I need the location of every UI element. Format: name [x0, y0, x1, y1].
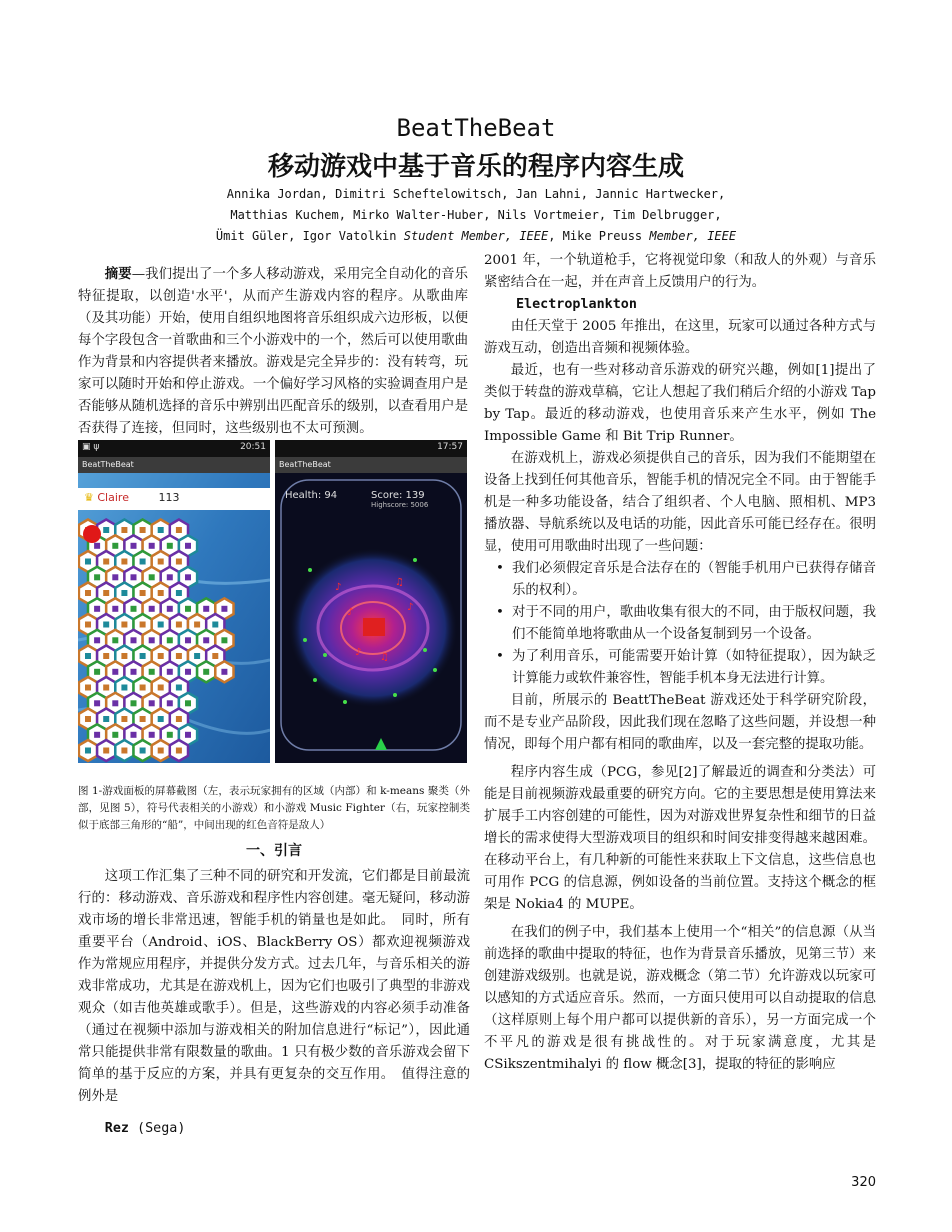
- minigame-symbol-icon: [203, 606, 209, 612]
- minigame-symbol-icon: [121, 653, 127, 659]
- health-display: Health: 94: [285, 490, 338, 501]
- minigame-symbol-icon: [167, 732, 173, 738]
- minigame-symbol-icon: [140, 527, 146, 533]
- minigame-symbol-icon: [221, 606, 227, 612]
- rez-name: Rez: [104, 1121, 129, 1136]
- svg-text:♪: ♪: [407, 602, 414, 613]
- status-time: 17:57: [437, 442, 463, 452]
- authors-names-a: Ümit Güler, Igor Vatolkin: [215, 229, 404, 243]
- rez-heading: [78, 1118, 470, 1140]
- author-affil-a: Student Member, IEEE: [403, 229, 549, 243]
- minigame-symbol-icon: [94, 669, 100, 675]
- svg-text:♪: ♪: [355, 647, 362, 658]
- minigame-symbol-icon: [149, 606, 155, 612]
- minigame-symbol-icon: [94, 700, 100, 706]
- minigame-symbol-icon: [131, 637, 137, 643]
- minigame-symbol-icon: [185, 543, 191, 549]
- svg-text:♪: ♪: [335, 582, 342, 593]
- minigame-symbol-icon: [85, 559, 91, 565]
- list-item: • 我们必须假定音乐是合法存在的（智能手机用户已获得存储音乐的权利）。: [512, 558, 876, 602]
- minigame-symbol-icon: [167, 574, 173, 580]
- minigame-symbol-icon: [85, 716, 91, 722]
- paragraph-our-example: 在我们的例子中，我们基本上使用一个“相关”的信息源（从当前选择的歌曲中提取的特征，也作为背景音乐播放，见第三节）来创建游戏级别。也就是说，游戏概念（第二节）允许游戏以玩家可以感知的方式适应音乐。然而，一方面只使用可以自动提取的信息（这样原则上每个用户都可以提供新的音乐），另一方面完成一个不平凡的游戏是很有挑战性的。对于玩家满意度，尤其是 CSikszentmihalyi 的 flow 概念[3]，提取的特征的影响应: [484, 925, 876, 1072]
- status-bar: [78, 440, 270, 457]
- minigame-symbol-icon: [140, 590, 146, 596]
- minigame-symbol-icon: [140, 559, 146, 565]
- score-display: Score: 139: [371, 490, 425, 501]
- list-item: • 为了利用音乐，可能需要开始计算（如特征提取），因为缺乏计算能力或软件兼容性，智能手机本身无法进行计算。: [512, 646, 876, 690]
- minigame-symbol-icon: [158, 653, 164, 659]
- minigame-symbol-icon: [103, 653, 109, 659]
- minigame-symbol-icon: [221, 637, 227, 643]
- minigame-symbol-icon: [149, 669, 155, 675]
- minigame-symbol-icon: [176, 590, 182, 596]
- electroplankton-description: 由任天堂于 2005 年推出，在这里，玩家可以通过各种方式与游戏互动，创造出音频和视频体验。: [484, 319, 876, 356]
- minigame-symbol-icon: [121, 590, 127, 596]
- minigame-symbol-icon: [103, 559, 109, 565]
- minigame-symbol-icon: [140, 748, 146, 754]
- highscore-display: Highscore: 5006: [371, 501, 429, 509]
- minigame-symbol-icon: [112, 543, 118, 549]
- abstract-text: —我们提出了一个多人移动游戏，采用完全自动化的音乐特征提取，以创造'水平'，从而产生游戏内容的程序。从歌曲库（及其功能）开始，使用自组织地图将音乐组织成六边形板，以便每个字段包含一首歌曲和三个小游戏中的一个，然后可以使用歌曲作为背景和内容提供者来播放。游戏是完全异步的：没有转弯，玩家可以随时开始和停止游戏。一个偏好学习风格的实验调查用户是否能够从随机选择的音乐中辨别出匹配音乐的级别，以查看用户是否获得了连接，但同时，这些级别也不太可预测。: [78, 267, 469, 437]
- author-affil-b: Member, IEEE: [649, 229, 737, 243]
- minigame-symbol-icon: [94, 543, 100, 549]
- minigame-symbol-icon: [212, 653, 218, 659]
- status-time: 20:51: [240, 442, 266, 452]
- minigame-symbol-icon: [112, 637, 118, 643]
- intro-paragraph: 这项工作汇集了三种不同的研究和开发流，它们都是目前最流行的：移动游戏、音乐游戏和程序性内容创建。毫无疑问，移动游戏市场的增长非常迅速，智能手机的销量也是如此。 同时，所有重要平台（Android、iOS、BlackBerry OS）都欢迎视频游戏作为常规应用程序，并提供分发方式。过去几年，与音乐相关的游戏非常成功，尤其是在游戏机上，因为它们也吸引了典型的非游戏观众（如吉他英雄或歌手）。但是，这些游戏的内容必须手动准备（通过在视频中添加与游戏相关的附加信息进行“标记”），因此通常只能提供非常有限数量的歌曲。1 只有极少数的音乐游戏会留下简单的基于反应的方案，并具有更复杂的交互作用。 值得注意的例外是: [78, 869, 470, 1104]
- list-item: • 对于不同的用户，歌曲收集有很大的不同，由于版权问题，我们不能简单地将歌曲从一个设备复制到另一个设备。: [512, 602, 876, 646]
- minigame-symbol-icon: [167, 700, 173, 706]
- problem-list: [484, 558, 876, 690]
- minigame-symbol-icon: [185, 700, 191, 706]
- minigame-symbol-icon: [176, 653, 182, 659]
- minigame-symbol-icon: [85, 748, 91, 754]
- minigame-symbol-icon: [140, 716, 146, 722]
- minigame-symbol-icon: [158, 559, 164, 565]
- minigame-symbol-icon: [176, 622, 182, 628]
- authors-line-3: [0, 226, 952, 247]
- minigame-symbol-icon: [112, 669, 118, 675]
- authors-line-1: Annika Jordan, Dimitri Scheftelowitsch, Jan Lahni, Jannic Hartwecker,: [226, 187, 726, 201]
- minigame-symbol-icon: [112, 606, 118, 612]
- minigame-symbol-icon: [103, 748, 109, 754]
- minigame-symbol-icon: [131, 574, 137, 580]
- minigame-symbol-icon: [103, 716, 109, 722]
- minigame-symbol-icon: [203, 669, 209, 675]
- page-number: 320: [851, 1175, 876, 1190]
- minigame-symbol-icon: [167, 669, 173, 675]
- minigame-symbol-icon: [167, 543, 173, 549]
- minigame-symbol-icon: [158, 527, 164, 533]
- minigame-symbol-icon: [176, 685, 182, 691]
- music-fighter-screenshot: [275, 440, 467, 763]
- minigame-symbol-icon: [176, 559, 182, 565]
- rez-maker: (Sega): [128, 1121, 186, 1136]
- status-icons: ▣ ψ: [82, 442, 100, 452]
- figure-game-board: [78, 440, 270, 763]
- minigame-symbol-icon: [185, 606, 191, 612]
- minigame-symbol-icon: [149, 732, 155, 738]
- left-column-body: [78, 866, 470, 1140]
- minigame-symbol-icon: [85, 653, 91, 659]
- svg-text:♪: ♪: [347, 607, 354, 618]
- rez-description: 2001 年，一个轨道枪手，它将视觉印象（和敌人的外观）与音乐紧密结合在一起，并在声音上反馈用户的行为。: [484, 253, 876, 290]
- minigame-symbol-icon: [131, 606, 137, 612]
- minigame-symbol-icon: [131, 732, 137, 738]
- minigame-symbol-icon: [131, 543, 137, 549]
- player-name: Claire: [97, 491, 129, 504]
- minigame-symbol-icon: [158, 748, 164, 754]
- minigame-symbol-icon: [176, 748, 182, 754]
- minigame-symbol-icon: [149, 637, 155, 643]
- minigame-symbol-icon: [149, 700, 155, 706]
- minigame-symbol-icon: [103, 590, 109, 596]
- minigame-symbol-icon: [149, 543, 155, 549]
- svg-text:♫: ♫: [380, 652, 389, 663]
- app-title-bar: BeatTheBeat: [275, 457, 467, 473]
- player-marker: [83, 525, 101, 543]
- game-board-screenshot: [78, 440, 270, 763]
- crown-icon: ♛: [84, 491, 94, 504]
- paper-title-cn: 移动游戏中基于音乐的程序内容生成: [267, 152, 684, 182]
- svg-text:♫: ♫: [395, 577, 404, 588]
- paragraph-current-state: 目前，所展示的 BeattTheBeat 游戏还处于科学研究阶段，而不是专业产品阶段，因此我们现在忽略了这些问题，并设想一种情况，即每个用户都有相同的歌曲库，以及一套完整的提取功能。: [484, 693, 876, 752]
- minigame-symbol-icon: [140, 653, 146, 659]
- minigame-symbol-icon: [103, 622, 109, 628]
- figure-caption: 图 1-游戏面板的屏幕截图（左，表示玩家拥有的区域（内部）和 k-means 聚类（外部，见图 5），符号代表相关的小游戏）和小游戏 Music Fighter（右，玩家控制类似于底部三角形的“船”，中间出现的红色音符是敌人）: [78, 785, 470, 831]
- minigame-symbol-icon: [85, 685, 91, 691]
- minigame-symbol-icon: [185, 669, 191, 675]
- minigame-symbol-icon: [121, 748, 127, 754]
- minigame-symbol-icon: [149, 574, 155, 580]
- minigame-symbol-icon: [94, 574, 100, 580]
- minigame-symbol-icon: [167, 637, 173, 643]
- minigame-symbol-icon: [121, 622, 127, 628]
- minigame-symbol-icon: [121, 559, 127, 565]
- minigame-symbol-icon: [158, 716, 164, 722]
- app-title-bar: BeatTheBeat: [78, 457, 270, 473]
- minigame-symbol-icon: [140, 622, 146, 628]
- minigame-symbol-icon: [185, 637, 191, 643]
- minigame-symbol-icon: [112, 700, 118, 706]
- minigame-symbol-icon: [94, 732, 100, 738]
- paragraph-mobile-research: 最近，也有一些对移动音乐游戏的研究兴趣，例如[1]提出了类似于转盘的游戏草稿，它让人想起了我们稍后介绍的小游戏 Tap by Tap。最近的移动游戏，也使用音乐来产生水平，例如 The Impossible Game 和 Bit Trip Runner。: [484, 363, 876, 444]
- minigame-symbol-icon: [140, 685, 146, 691]
- paragraph-pcg: 程序内容生成（PCG，参见[2]了解最近的调查和分类法）可能是目前视频游戏最重要的研究方向。它的主要思想是使用算法来扩展手工内容创建的可能性，因为对游戏世界复杂性和细节的日益增长的需求使得大型游戏项目的组织和时间安排变得越来越困难。在移动平台上，有几种新的可能性来获取上下文信息，这些信息也可用作 PCG 的信息源，例如设备的当前位置。支持这个概念的框架是 Nokia4 的 MUPE。: [484, 765, 876, 912]
- right-column-body: [484, 250, 876, 1076]
- minigame-symbol-icon: [103, 685, 109, 691]
- section-heading: 一、引言: [246, 843, 302, 859]
- minigame-symbol-icon: [112, 732, 118, 738]
- minigame-symbol-icon: [131, 700, 137, 706]
- author-list: [0, 184, 952, 247]
- minigame-symbol-icon: [194, 622, 200, 628]
- minigame-symbol-icon: [176, 527, 182, 533]
- abstract-label: 摘要: [104, 266, 132, 283]
- minigame-symbol-icon: [121, 527, 127, 533]
- minigame-symbol-icon: [158, 622, 164, 628]
- minigame-symbol-icon: [167, 606, 173, 612]
- minigame-symbol-icon: [221, 669, 227, 675]
- minigame-symbol-icon: [103, 527, 109, 533]
- minigame-symbol-icon: [131, 669, 137, 675]
- minigame-symbol-icon: [94, 606, 100, 612]
- figure-music-fighter: [275, 440, 467, 763]
- minigame-symbol-icon: [121, 685, 127, 691]
- minigame-symbol-icon: [112, 574, 118, 580]
- paragraph-consoles: 在游戏机上，游戏必须提供自己的音乐，因为我们不能期望在设备上找到任何其他音乐，智能手机的情况完全不同。由于智能手机是一种多功能设备，结合了组织者、个人电脑、照相机、MP3 播放器、导航系统以及电话的功能，因此音乐可能已经存在。很明显，使用可用歌曲时出现了一些问题：: [484, 451, 876, 554]
- minigame-symbol-icon: [194, 653, 200, 659]
- minigame-symbol-icon: [158, 590, 164, 596]
- minigame-symbol-icon: [185, 574, 191, 580]
- minigame-symbol-icon: [212, 622, 218, 628]
- minigame-symbol-icon: [185, 732, 191, 738]
- abstract: [78, 250, 468, 454]
- minigame-symbol-icon: [176, 716, 182, 722]
- minigame-symbol-icon: [85, 622, 91, 628]
- paper-title-en: BeatTheBeat: [396, 114, 556, 142]
- minigame-symbol-icon: [203, 637, 209, 643]
- minigame-symbol-icon: [121, 716, 127, 722]
- minigame-symbol-icon: [158, 685, 164, 691]
- player-row: [84, 491, 179, 504]
- minigame-symbol-icon: [94, 637, 100, 643]
- authors-names-b: , Mike Preuss: [548, 229, 650, 243]
- authors-line-2: Matthias Kuchem, Mirko Walter-Huber, Nils Vortmeier, Tim Delbrugger,: [230, 208, 722, 222]
- electroplankton-heading: Electroplankton: [516, 297, 637, 312]
- minigame-symbol-icon: [85, 590, 91, 596]
- player-score: 113: [158, 491, 180, 504]
- status-bar: [275, 440, 467, 457]
